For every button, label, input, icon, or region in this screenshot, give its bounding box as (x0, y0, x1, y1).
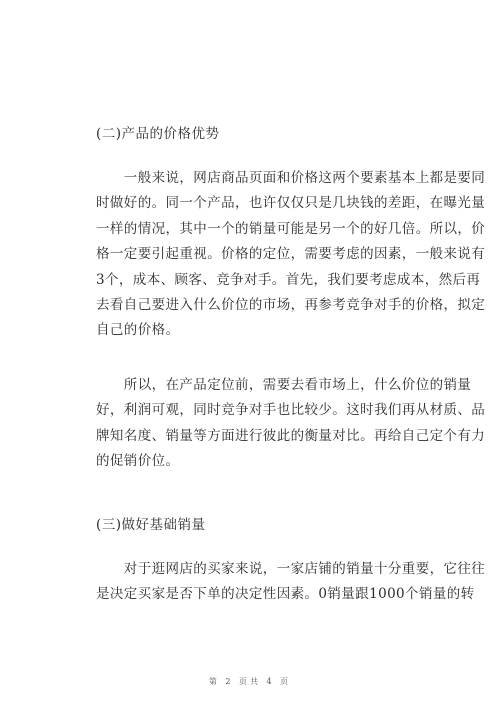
section-heading-price-advantage: (二)产品的价格优势 (96, 126, 220, 142)
text-line: 自己的价格。 (96, 322, 180, 339)
text-line: 好，利润可观，同时竞争对手也比较少。这时我们再从材质、品 (96, 402, 486, 419)
text-line: 时做好的。同一个产品，也许仅仅只是几块钱的差距，在曝光量 (96, 195, 486, 212)
text-line: 是决定买家是否下单的决定性因素。0销量跟1000个销量的转 (96, 586, 475, 603)
paragraph-positioning (96, 373, 486, 475)
section-heading-base-sales: (三)做好基础销量 (96, 517, 206, 533)
text-line: 的促销价位。 (96, 453, 180, 470)
text-line: 格一定要引起重视。价格的定位，需要考虑的因素，一般来说有 (96, 246, 486, 263)
text-line: 牌知名度、销量等方面进行彼此的衡量对比。再给自己定个有力 (96, 427, 486, 444)
text-line: 3个，成本、顾客、竞争对手。首先，我们要考虑成本，然后再 (96, 271, 481, 288)
text-line: 对于逛网店的买家来说，一家店铺的销量十分重要，它往往 (96, 561, 486, 577)
page-number-footer: 第 2 页共 4 页 (208, 677, 292, 686)
paragraph-price-importance (96, 166, 486, 344)
text-line: 去看自己要进入什么价位的市场，再参考竞争对手的价格，拟定 (96, 296, 486, 313)
text-line: 所以，在产品定位前，需要去看市场上，什么价位的销量 (96, 377, 472, 393)
text-line: 一般来说，网店商品页面和价格这两个要素基本上都是要同 (96, 170, 486, 186)
paragraph-sales-importance (96, 557, 486, 608)
text-line: 一样的情况，其中一个的销量可能是另一个的好几倍。所以，价 (96, 220, 486, 237)
